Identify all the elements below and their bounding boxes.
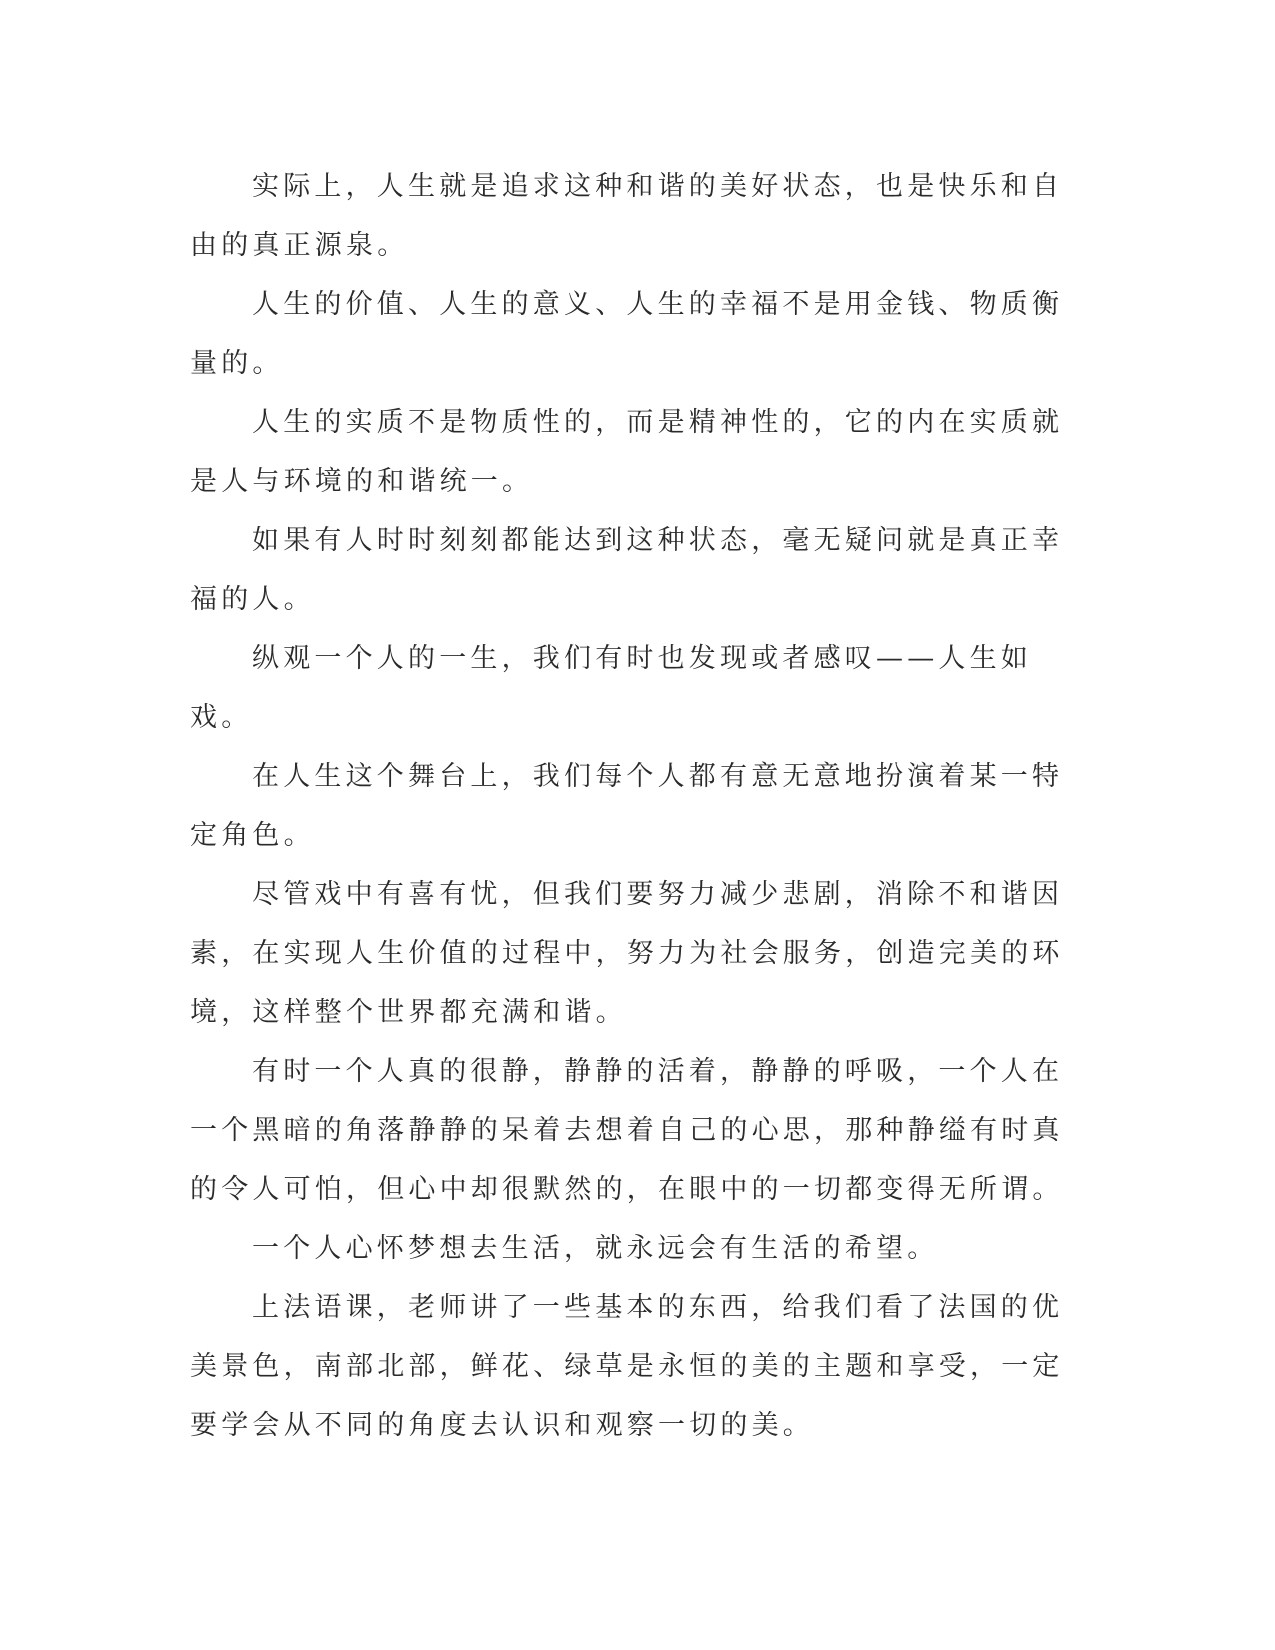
paragraph: 有时一个人真的很静，静静的活着，静静的呼吸，一个人在一个黑暗的角落静静的呆着去想着自己的心思，那种静缢有时真的令人可怕，但心中却很默然的，在眼中的一切都变得无所谓。 — [190, 1056, 1064, 1205]
paragraph: 一个人心怀梦想去生活，就永远会有生活的希望。 — [252, 1233, 939, 1264]
paragraph: 在人生这个舞台上，我们每个人都有意无意地扮演着某一特定角色。 — [190, 761, 1064, 851]
paragraph: 尽管戏中有喜有忧，但我们要努力减少悲剧，消除不和谐因素，在实现人生价值的过程中，努力为社会服务，创造完美的环境，这样整个世界都充满和谐。 — [190, 879, 1064, 1028]
document-body — [190, 157, 1068, 1455]
paragraph: 上法语课，老师讲了一些基本的东西，给我们看了法国的优美景色，南部北部，鲜花、绿草是永恒的美的主题和享受，一定要学会从不同的角度去认识和观察一切的美。 — [190, 1292, 1064, 1441]
paragraph: 纵观一个人的一生，我们有时也发现或者感叹——人生如戏。 — [190, 643, 1032, 733]
paragraph: 人生的价值、人生的意义、人生的幸福不是用金钱、物质衡量的。 — [190, 289, 1064, 379]
paragraph: 人生的实质不是物质性的，而是精神性的，它的内在实质就是人与环境的和谐统一。 — [190, 407, 1064, 497]
paragraph: 如果有人时时刻刻都能达到这种状态，毫无疑问就是真正幸福的人。 — [190, 525, 1064, 615]
paragraph: 实际上，人生就是追求这种和谐的美好状态，也是快乐和自由的真正源泉。 — [190, 171, 1064, 261]
